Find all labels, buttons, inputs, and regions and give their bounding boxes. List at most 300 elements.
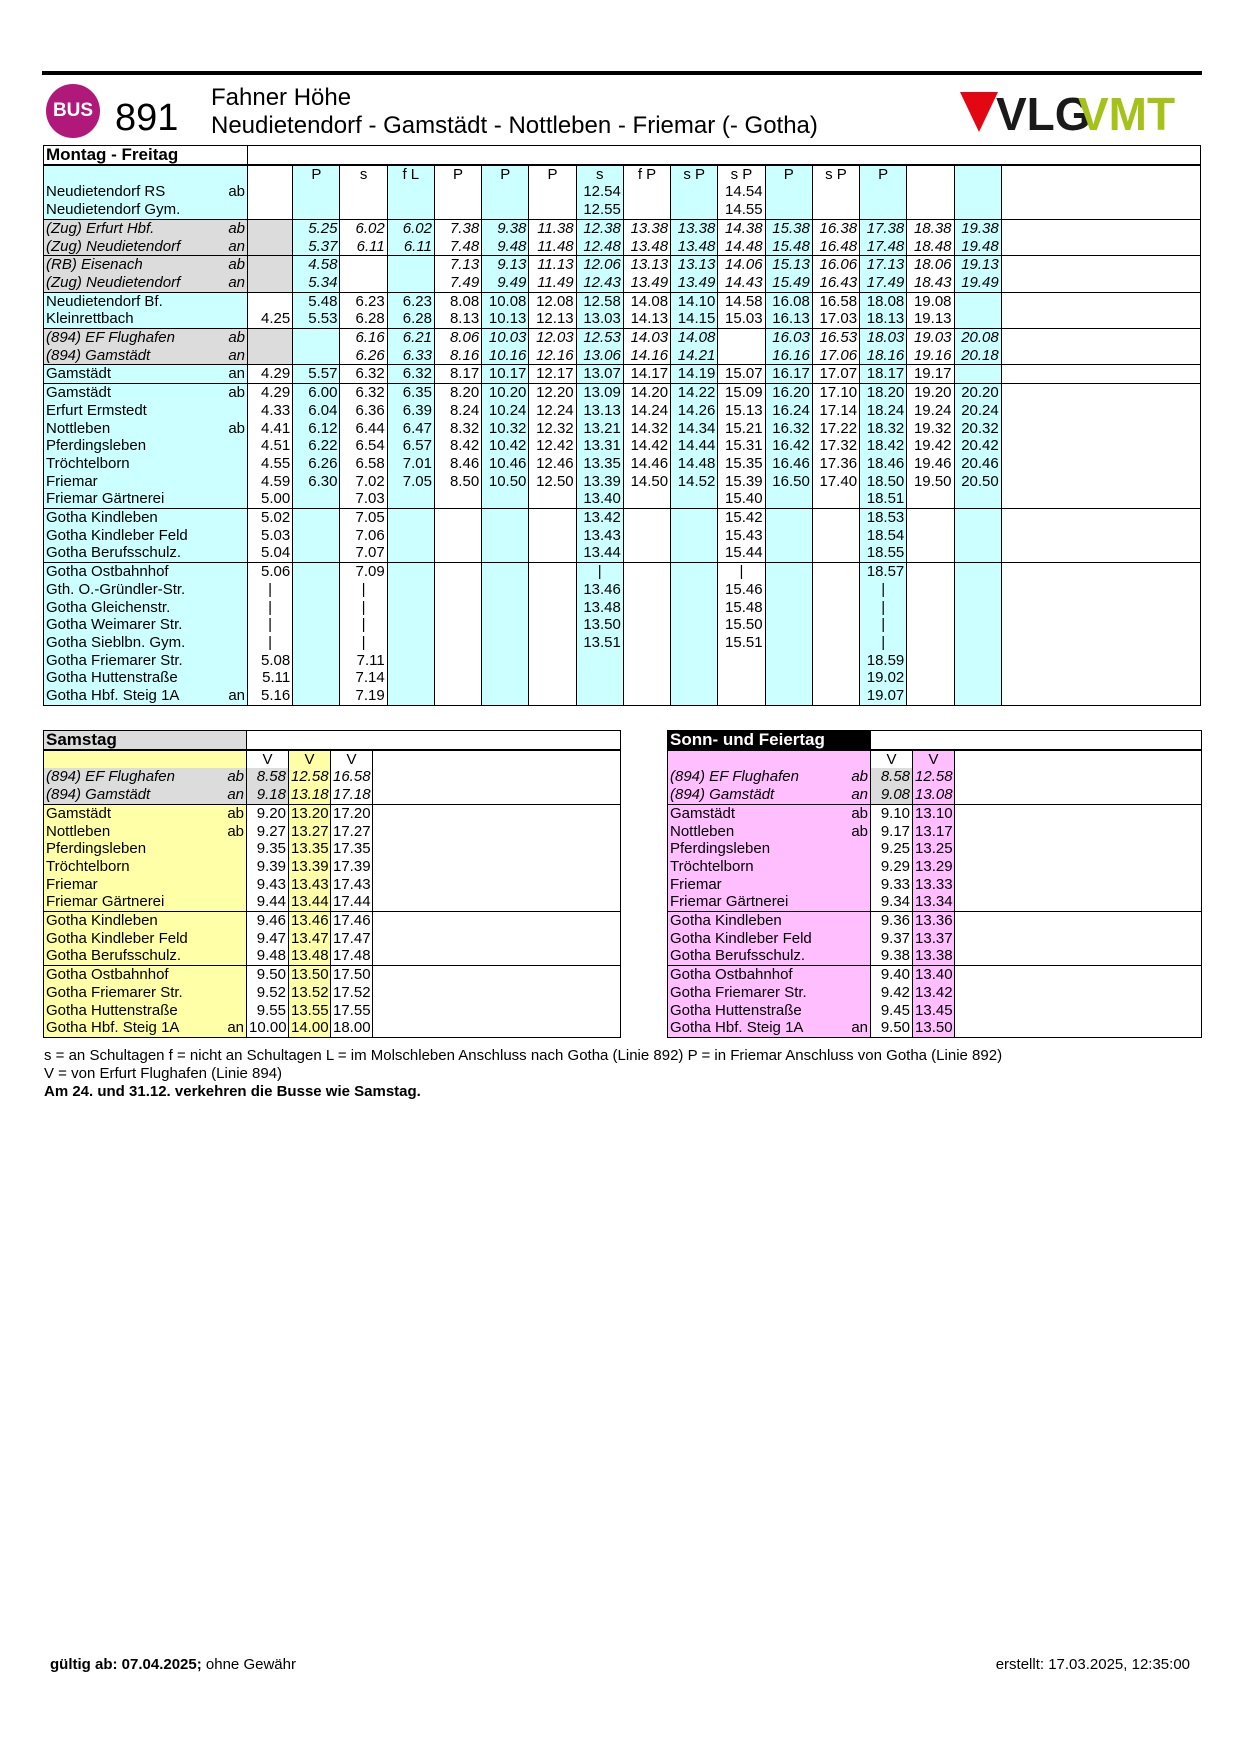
departure-time: 5.04 bbox=[248, 544, 293, 562]
departure-time: 15.46 bbox=[718, 581, 765, 599]
departure-time: 12.06 bbox=[576, 256, 623, 274]
arr-dep-marker: an bbox=[225, 347, 247, 365]
timetable-row bbox=[44, 473, 1201, 491]
departure-time bbox=[671, 687, 718, 705]
departure-time: 13.48 bbox=[289, 947, 331, 965]
departure-time bbox=[671, 509, 718, 527]
stop-name: Gotha Huttenstraße bbox=[668, 1002, 849, 1020]
arr-dep-marker bbox=[849, 947, 871, 965]
departure-time: 14.00 bbox=[289, 1019, 331, 1037]
stop-name: (894) Gamstädt bbox=[44, 347, 226, 365]
stop-name: Gotha Friemarer Str. bbox=[44, 984, 225, 1002]
departure-time: 16.03 bbox=[765, 329, 812, 347]
departure-time bbox=[529, 563, 576, 581]
departure-time: 13.03 bbox=[576, 310, 623, 328]
arr-dep-marker: an bbox=[849, 786, 871, 804]
departure-time bbox=[765, 183, 812, 201]
departure-time bbox=[340, 256, 387, 274]
departure-time: 11.49 bbox=[529, 274, 576, 292]
timetable-row bbox=[44, 256, 1201, 274]
departure-time: 14.32 bbox=[623, 420, 670, 438]
departure-time: 16.20 bbox=[765, 384, 812, 402]
departure-time bbox=[387, 599, 434, 617]
departure-time: 13.50 bbox=[913, 1019, 955, 1037]
departure-time: 9.10 bbox=[871, 804, 913, 822]
departure-time: 13.08 bbox=[913, 786, 955, 804]
departure-time: 20.18 bbox=[954, 347, 1001, 365]
arr-dep-marker: ab bbox=[849, 768, 871, 786]
departure-time bbox=[860, 183, 907, 201]
departure-time: 17.46 bbox=[331, 912, 373, 930]
departure-time: 13.55 bbox=[289, 1002, 331, 1020]
departure-time: | bbox=[576, 563, 623, 581]
departure-time: 16.32 bbox=[765, 420, 812, 438]
departure-time: 8.08 bbox=[434, 292, 481, 310]
arr-dep-marker: ab bbox=[225, 256, 247, 274]
departure-time: 20.08 bbox=[954, 329, 1001, 347]
departure-time: 19.08 bbox=[907, 292, 954, 310]
stop-name: Nottleben bbox=[44, 420, 226, 438]
departure-time bbox=[387, 527, 434, 545]
departure-time bbox=[248, 347, 293, 365]
departure-time: 18.46 bbox=[860, 455, 907, 473]
departure-time: 13.48 bbox=[576, 599, 623, 617]
departure-time bbox=[387, 274, 434, 292]
departure-time bbox=[434, 183, 481, 201]
trip-code: f L bbox=[387, 165, 434, 184]
stop-name: (Zug) Neudietendorf bbox=[44, 238, 226, 256]
departure-time: 9.18 bbox=[247, 786, 289, 804]
departure-time: 17.07 bbox=[812, 365, 859, 384]
departure-time: 9.38 bbox=[482, 219, 529, 237]
departure-time: 6.30 bbox=[293, 473, 340, 491]
departure-time: 6.11 bbox=[340, 238, 387, 256]
trip-code: P bbox=[293, 165, 340, 184]
departure-time: 6.22 bbox=[293, 437, 340, 455]
departure-time: 7.38 bbox=[434, 219, 481, 237]
stop-name: Pferdingsleben bbox=[44, 840, 225, 858]
departure-time: 17.50 bbox=[331, 966, 373, 984]
stop-name: Friemar bbox=[44, 473, 226, 491]
departure-time: 9.38 bbox=[871, 947, 913, 965]
departure-time: 13.49 bbox=[671, 274, 718, 292]
departure-time: 13.21 bbox=[576, 420, 623, 438]
stop-name: Gotha Ostbahnhof bbox=[44, 563, 226, 581]
arr-dep-marker: ab bbox=[225, 823, 247, 841]
departure-time: 18.06 bbox=[907, 256, 954, 274]
timetable-row bbox=[44, 544, 1201, 562]
departure-time: 13.35 bbox=[576, 455, 623, 473]
departure-time: 13.39 bbox=[576, 473, 623, 491]
departure-time bbox=[482, 669, 529, 687]
departure-time: 8.17 bbox=[434, 365, 481, 384]
stop-name: (Zug) Erfurt Hbf. bbox=[44, 219, 226, 237]
departure-time: 16.06 bbox=[812, 256, 859, 274]
timetable-row bbox=[44, 687, 1201, 705]
arr-dep-marker bbox=[225, 563, 247, 581]
arr-dep-marker: ab bbox=[225, 804, 247, 822]
departure-time: 6.28 bbox=[387, 310, 434, 328]
arr-dep-marker bbox=[225, 527, 247, 545]
departure-time: 4.51 bbox=[248, 437, 293, 455]
departure-time bbox=[812, 581, 859, 599]
departure-time bbox=[954, 490, 1001, 508]
departure-time: 19.17 bbox=[907, 365, 954, 384]
departure-time: 19.07 bbox=[860, 687, 907, 705]
departure-time: 17.44 bbox=[331, 893, 373, 911]
stop-name: Gotha Friemarer Str. bbox=[44, 652, 226, 670]
departure-time: 14.19 bbox=[671, 365, 718, 384]
departure-time: 18.32 bbox=[860, 420, 907, 438]
departure-time bbox=[718, 652, 765, 670]
departure-time: 12.17 bbox=[529, 365, 576, 384]
departure-time bbox=[671, 183, 718, 201]
departure-time: 8.32 bbox=[434, 420, 481, 438]
departure-time bbox=[482, 634, 529, 652]
timetable-row bbox=[44, 310, 1201, 328]
departure-time: 15.38 bbox=[765, 219, 812, 237]
departure-time bbox=[482, 687, 529, 705]
departure-time bbox=[434, 616, 481, 634]
departure-time: 18.48 bbox=[907, 238, 954, 256]
departure-time: 9.48 bbox=[247, 947, 289, 965]
departure-time: 12.55 bbox=[576, 201, 623, 219]
trip-code: V bbox=[913, 750, 955, 769]
departure-time: 19.13 bbox=[907, 310, 954, 328]
arr-dep-marker bbox=[225, 912, 247, 930]
departure-time: 14.20 bbox=[623, 384, 670, 402]
departure-time: 17.03 bbox=[812, 310, 859, 328]
departure-time: 9.49 bbox=[482, 274, 529, 292]
departure-time bbox=[812, 527, 859, 545]
departure-time: 7.05 bbox=[387, 473, 434, 491]
departure-time: 7.05 bbox=[340, 509, 387, 527]
departure-time: 5.34 bbox=[293, 274, 340, 292]
departure-time bbox=[907, 544, 954, 562]
departure-time bbox=[765, 509, 812, 527]
stop-name: Pferdingsleben bbox=[668, 840, 849, 858]
departure-time bbox=[907, 201, 954, 219]
departure-time bbox=[482, 652, 529, 670]
departure-time: 14.50 bbox=[623, 473, 670, 491]
header-blank bbox=[248, 146, 1201, 165]
departure-time: 17.39 bbox=[331, 858, 373, 876]
departure-time: 5.48 bbox=[293, 292, 340, 310]
departure-time: 10.17 bbox=[482, 365, 529, 384]
sunday-table bbox=[667, 730, 1202, 1038]
arr-dep-marker bbox=[225, 402, 247, 420]
departure-time bbox=[860, 201, 907, 219]
stop-name: Kleinrettbach bbox=[44, 310, 226, 328]
departure-time bbox=[812, 490, 859, 508]
departure-time: 13.38 bbox=[623, 219, 670, 237]
departure-time: 6.33 bbox=[387, 347, 434, 365]
departure-time: 18.20 bbox=[860, 384, 907, 402]
departure-time: 13.51 bbox=[576, 634, 623, 652]
departure-time: 20.50 bbox=[954, 473, 1001, 491]
departure-time: 6.44 bbox=[340, 420, 387, 438]
saturday-table-title: Samstag bbox=[44, 731, 247, 750]
stop-name: Gotha Kindleben bbox=[44, 509, 226, 527]
departure-time: 12.42 bbox=[529, 437, 576, 455]
departure-time: 9.45 bbox=[871, 1002, 913, 1020]
timetable-row bbox=[44, 930, 621, 948]
departure-time: 16.43 bbox=[812, 274, 859, 292]
departure-time bbox=[812, 634, 859, 652]
stop-name: Tröchtelborn bbox=[44, 858, 225, 876]
departure-time: 15.03 bbox=[718, 310, 765, 328]
departure-time: 12.58 bbox=[913, 768, 955, 786]
departure-time: 13.46 bbox=[576, 581, 623, 599]
stop-name: Gotha Sieblbn. Gym. bbox=[44, 634, 226, 652]
timetable-row bbox=[44, 984, 621, 1002]
arr-dep-marker bbox=[225, 581, 247, 599]
arr-dep-marker: ab bbox=[225, 183, 247, 201]
departure-time: 8.20 bbox=[434, 384, 481, 402]
departure-time: 15.48 bbox=[765, 238, 812, 256]
departure-time bbox=[623, 490, 670, 508]
departure-time bbox=[812, 616, 859, 634]
departure-time: 13.33 bbox=[913, 876, 955, 894]
departure-time: 13.25 bbox=[913, 840, 955, 858]
departure-time bbox=[623, 652, 670, 670]
departure-time: 14.38 bbox=[718, 219, 765, 237]
departure-time: 5.16 bbox=[248, 687, 293, 705]
departure-time bbox=[387, 509, 434, 527]
departure-time: 18.13 bbox=[860, 310, 907, 328]
departure-time bbox=[434, 201, 481, 219]
stop-name: Gotha Berufsschulz. bbox=[668, 947, 849, 965]
special-note: Am 24. und 31.12. verkehren die Busse wie Samstag. bbox=[44, 1083, 421, 1100]
stop-name: Gotha Gleichenstr. bbox=[44, 599, 226, 617]
departure-time: | bbox=[718, 563, 765, 581]
departure-time bbox=[293, 490, 340, 508]
departure-time: 19.48 bbox=[954, 238, 1001, 256]
stop-name: Gotha Weimarer Str. bbox=[44, 616, 226, 634]
departure-time bbox=[482, 616, 529, 634]
departure-time: 15.43 bbox=[718, 527, 765, 545]
departure-time bbox=[765, 581, 812, 599]
timetable-row bbox=[668, 947, 1202, 965]
departure-time: 14.54 bbox=[718, 183, 765, 201]
departure-time bbox=[248, 329, 293, 347]
departure-time bbox=[623, 581, 670, 599]
departure-time bbox=[340, 183, 387, 201]
departure-time bbox=[812, 687, 859, 705]
departure-time: 15.07 bbox=[718, 365, 765, 384]
departure-time: 16.46 bbox=[765, 455, 812, 473]
departure-time: 14.48 bbox=[671, 455, 718, 473]
timetable-row bbox=[44, 384, 1201, 402]
trip-code: s P bbox=[812, 165, 859, 184]
departure-time: 7.03 bbox=[340, 490, 387, 508]
departure-time: 5.11 bbox=[248, 669, 293, 687]
timetable-row bbox=[44, 347, 1201, 365]
trip-code: V bbox=[289, 750, 331, 769]
arr-dep-marker bbox=[225, 652, 247, 670]
departure-time: 17.36 bbox=[812, 455, 859, 473]
departure-time bbox=[812, 201, 859, 219]
timetable-row bbox=[44, 876, 621, 894]
departure-time bbox=[907, 687, 954, 705]
departure-time bbox=[765, 201, 812, 219]
validity bbox=[50, 1656, 296, 1673]
departure-time: 18.50 bbox=[860, 473, 907, 491]
departure-time: 13.40 bbox=[913, 966, 955, 984]
departure-time bbox=[671, 201, 718, 219]
departure-time: 14.46 bbox=[623, 455, 670, 473]
departure-time bbox=[529, 634, 576, 652]
departure-time: 7.02 bbox=[340, 473, 387, 491]
departure-time bbox=[529, 544, 576, 562]
departure-time: 9.36 bbox=[871, 912, 913, 930]
departure-time: 7.11 bbox=[340, 652, 387, 670]
arr-dep-marker bbox=[225, 599, 247, 617]
departure-time: 14.52 bbox=[671, 473, 718, 491]
timetable-row bbox=[44, 274, 1201, 292]
departure-time: 7.06 bbox=[340, 527, 387, 545]
departure-time: 16.13 bbox=[765, 310, 812, 328]
departure-time bbox=[623, 201, 670, 219]
departure-time bbox=[812, 652, 859, 670]
stop-name: Gotha Ostbahnhof bbox=[44, 966, 225, 984]
departure-time: 13.13 bbox=[671, 256, 718, 274]
arr-dep-marker: ab bbox=[849, 823, 871, 841]
trip-code bbox=[248, 165, 293, 184]
timetable-row bbox=[668, 984, 1202, 1002]
stop-name: Friemar bbox=[668, 876, 849, 894]
departure-time bbox=[954, 544, 1001, 562]
departure-time: 13.45 bbox=[913, 1002, 955, 1020]
departure-time: 9.25 bbox=[871, 840, 913, 858]
departure-time: | bbox=[340, 616, 387, 634]
departure-time bbox=[434, 581, 481, 599]
route-title: Neudietendorf - Gamstädt - Nottleben - Friemar (- Gotha) bbox=[211, 112, 818, 139]
departure-time: 17.18 bbox=[331, 786, 373, 804]
departure-time bbox=[623, 563, 670, 581]
departure-time: 7.09 bbox=[340, 563, 387, 581]
departure-time: 17.55 bbox=[331, 1002, 373, 1020]
timetable-row bbox=[668, 912, 1202, 930]
stop-name: Gotha Hbf. Steig 1A bbox=[44, 687, 226, 705]
departure-time: 10.16 bbox=[482, 347, 529, 365]
stop-name: Gotha Kindleben bbox=[668, 912, 849, 930]
departure-time bbox=[671, 599, 718, 617]
trip-code: s bbox=[340, 165, 387, 184]
departure-time: 17.49 bbox=[860, 274, 907, 292]
departure-time bbox=[293, 687, 340, 705]
departure-time: 15.49 bbox=[765, 274, 812, 292]
departure-time bbox=[529, 599, 576, 617]
departure-time: 13.09 bbox=[576, 384, 623, 402]
departure-time bbox=[387, 490, 434, 508]
departure-time bbox=[293, 509, 340, 527]
departure-time: | bbox=[248, 599, 293, 617]
departure-time: 20.24 bbox=[954, 402, 1001, 420]
weekday-table-title: Montag - Freitag bbox=[44, 146, 248, 165]
departure-time bbox=[954, 310, 1001, 328]
departure-time: 4.41 bbox=[248, 420, 293, 438]
departure-time bbox=[293, 652, 340, 670]
departure-time bbox=[529, 616, 576, 634]
departure-time bbox=[765, 544, 812, 562]
departure-time bbox=[387, 201, 434, 219]
departure-time bbox=[482, 201, 529, 219]
timetable-row bbox=[44, 768, 621, 786]
departure-time: 8.46 bbox=[434, 455, 481, 473]
departure-time bbox=[482, 509, 529, 527]
departure-time: 18.38 bbox=[907, 219, 954, 237]
departure-time: 8.50 bbox=[434, 473, 481, 491]
departure-time: 12.24 bbox=[529, 402, 576, 420]
timetable-row bbox=[668, 893, 1202, 911]
departure-time: 20.42 bbox=[954, 437, 1001, 455]
departure-time: 16.08 bbox=[765, 292, 812, 310]
vlg-logo-text: VLG bbox=[996, 88, 1091, 138]
departure-time bbox=[293, 183, 340, 201]
departure-time: 10.42 bbox=[482, 437, 529, 455]
departure-time: 14.08 bbox=[623, 292, 670, 310]
departure-time: 6.11 bbox=[387, 238, 434, 256]
departure-time: 9.34 bbox=[871, 893, 913, 911]
departure-time: 19.42 bbox=[907, 437, 954, 455]
departure-time: 13.07 bbox=[576, 365, 623, 384]
departure-time: 8.06 bbox=[434, 329, 481, 347]
header-blank bbox=[247, 731, 621, 750]
timetable-row bbox=[44, 420, 1201, 438]
departure-time bbox=[718, 329, 765, 347]
departure-time: 19.03 bbox=[907, 329, 954, 347]
stop-name: Friemar Gärtnerei bbox=[668, 893, 849, 911]
departure-time: 13.29 bbox=[913, 858, 955, 876]
departure-time: 13.48 bbox=[623, 238, 670, 256]
departure-time: 16.38 bbox=[812, 219, 859, 237]
departure-time: 15.50 bbox=[718, 616, 765, 634]
departure-time bbox=[765, 563, 812, 581]
departure-time bbox=[623, 509, 670, 527]
departure-time bbox=[434, 527, 481, 545]
stop-name: Gotha Kindleber Feld bbox=[668, 930, 849, 948]
departure-time: 9.39 bbox=[247, 858, 289, 876]
departure-time: 14.34 bbox=[671, 420, 718, 438]
arr-dep-marker bbox=[849, 858, 871, 876]
departure-time: | bbox=[860, 581, 907, 599]
departure-time: 18.57 bbox=[860, 563, 907, 581]
departure-time: 9.20 bbox=[247, 804, 289, 822]
departure-time bbox=[954, 509, 1001, 527]
departure-time bbox=[340, 274, 387, 292]
departure-time: 14.58 bbox=[718, 292, 765, 310]
disclaimer: ohne Gewähr bbox=[205, 1656, 296, 1673]
stop-name: Pferdingsleben bbox=[44, 437, 226, 455]
departure-time: 10.20 bbox=[482, 384, 529, 402]
departure-time: 19.50 bbox=[907, 473, 954, 491]
stop-name: Friemar Gärtnerei bbox=[44, 490, 226, 508]
departure-time bbox=[765, 616, 812, 634]
departure-time: 14.16 bbox=[623, 347, 670, 365]
departure-time: 5.37 bbox=[293, 238, 340, 256]
departure-time bbox=[954, 652, 1001, 670]
departure-time bbox=[293, 599, 340, 617]
departure-time: 17.27 bbox=[331, 823, 373, 841]
departure-time: 19.20 bbox=[907, 384, 954, 402]
departure-time bbox=[623, 599, 670, 617]
departure-time bbox=[765, 490, 812, 508]
departure-time: 10.00 bbox=[247, 1019, 289, 1037]
departure-time: 13.50 bbox=[289, 966, 331, 984]
departure-time: 19.13 bbox=[954, 256, 1001, 274]
departure-time: | bbox=[860, 599, 907, 617]
